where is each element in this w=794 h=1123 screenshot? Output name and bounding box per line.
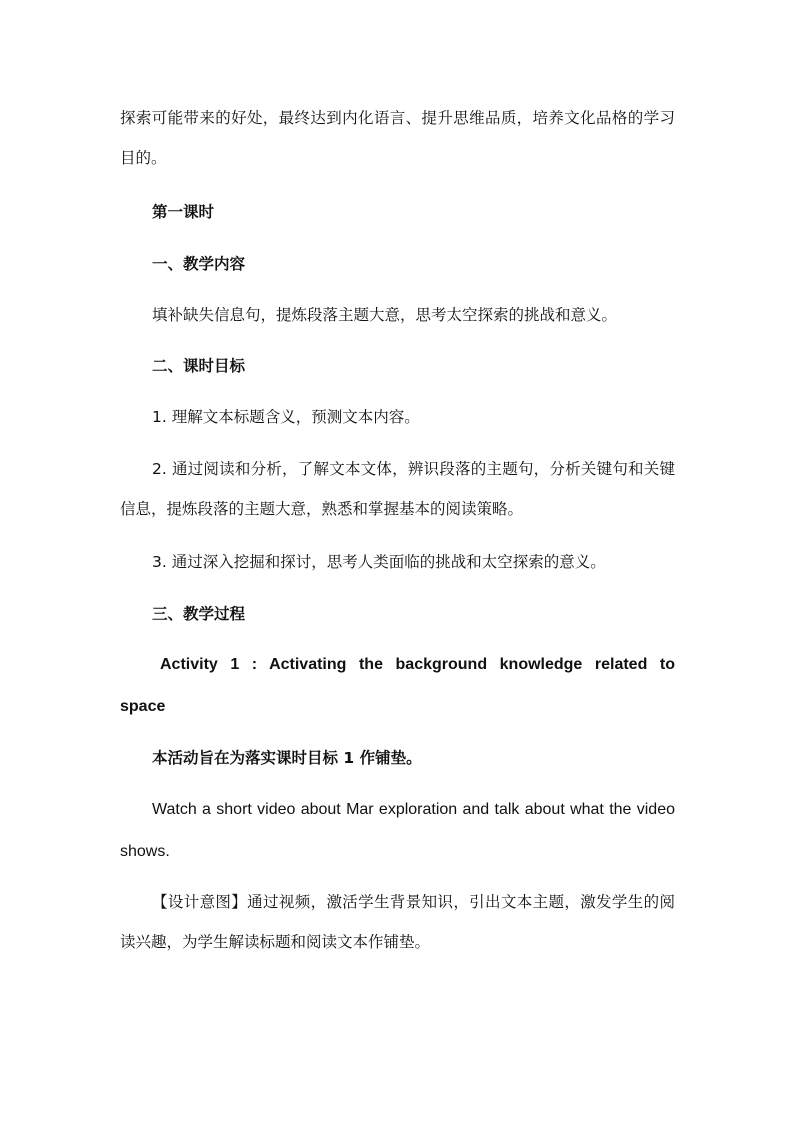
lesson-goal-1: 1. 理解文本标题含义，预测文本内容。 xyxy=(152,408,420,426)
document-page xyxy=(120,0,675,1123)
section-heading-teaching-content: 一、教学内容 xyxy=(152,255,246,273)
lesson-goal-3: 3. 通过深入挖掘和探讨，思考人类面临的挑战和太空探索的意义。 xyxy=(152,553,606,571)
section-heading-lesson-goals: 二、课时目标 xyxy=(152,357,246,375)
activity-1-title: Activity 1 : Activating the background knowledge related to space xyxy=(120,656,675,715)
lesson-heading: 第一课时 xyxy=(152,203,215,221)
section-heading-teaching-process: 三、教学过程 xyxy=(152,605,246,623)
activity-1-aim: 本活动旨在为落实课时目标 1 作铺垫。 xyxy=(152,749,422,767)
lesson-goal-2: 2. 通过阅读和分析，了解文本文体，辨识段落的主题句，分析关键句和关键信息，提炼段落的主题大意，熟悉和掌握基本的阅读策略。 xyxy=(120,460,675,518)
teaching-content-paragraph: 填补缺失信息句，提炼段落主题大意，思考太空探索的挑战和意义。 xyxy=(152,306,618,324)
design-intent-paragraph: 【设计意图】通过视频，激活学生背景知识，引出文本主题，激发学生的阅读兴趣，为学生解读标题和阅读文本作铺垫。 xyxy=(120,893,675,951)
intro-continuation-paragraph: 探索可能带来的好处，最终达到内化语言、提升思维品质，培养文化品格的学习目的。 xyxy=(120,109,675,167)
activity-1-task: Watch a short video about Mar exploration and talk about what the video shows. xyxy=(120,801,675,860)
